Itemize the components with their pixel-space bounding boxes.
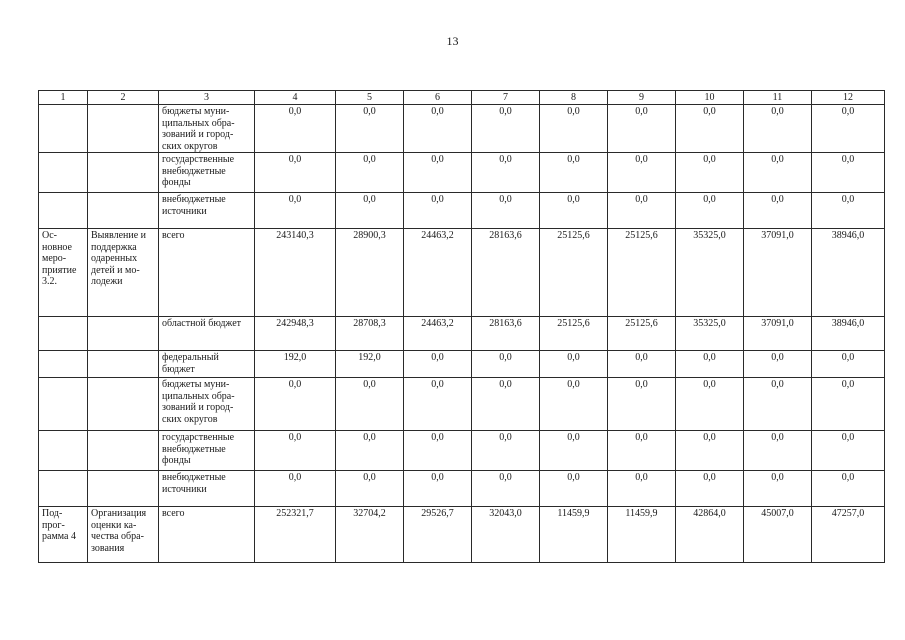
value-cell: 0,0 (472, 378, 540, 431)
program-name-cell (88, 378, 159, 431)
header-cell: 8 (540, 91, 608, 105)
value-cell: 0,0 (676, 193, 744, 229)
value-cell: 47257,0 (812, 507, 885, 563)
value-cell: 0,0 (812, 153, 885, 193)
value-cell: 0,0 (404, 471, 472, 507)
value-cell: 0,0 (404, 153, 472, 193)
value-cell: 0,0 (336, 105, 404, 153)
value-cell: 0,0 (540, 193, 608, 229)
value-cell: 24463,2 (404, 317, 472, 351)
value-cell: 0,0 (336, 153, 404, 193)
header-cell: 12 (812, 91, 885, 105)
value-cell: 192,0 (255, 351, 336, 378)
value-cell: 192,0 (336, 351, 404, 378)
value-cell: 0,0 (540, 351, 608, 378)
funding-source-cell: внебюджетные источники (159, 471, 255, 507)
header-cell: 7 (472, 91, 540, 105)
value-cell: 0,0 (472, 471, 540, 507)
header-cell: 1 (39, 91, 88, 105)
value-cell: 0,0 (472, 105, 540, 153)
value-cell: 0,0 (608, 378, 676, 431)
value-cell: 0,0 (812, 105, 885, 153)
header-cell: 5 (336, 91, 404, 105)
value-cell: 11459,9 (540, 507, 608, 563)
table-row (39, 229, 885, 317)
value-cell: 0,0 (812, 351, 885, 378)
value-cell: 28900,3 (336, 229, 404, 317)
value-cell: 0,0 (472, 153, 540, 193)
value-cell: 0,0 (812, 193, 885, 229)
value-cell: 28163,6 (472, 317, 540, 351)
program-name-cell (88, 153, 159, 193)
value-cell: 0,0 (744, 105, 812, 153)
table-row (39, 471, 885, 507)
table-row (39, 431, 885, 471)
header-cell: 11 (744, 91, 812, 105)
value-cell: 0,0 (540, 105, 608, 153)
value-cell: 0,0 (255, 378, 336, 431)
value-cell: 0,0 (540, 378, 608, 431)
value-cell: 0,0 (608, 431, 676, 471)
value-cell: 0,0 (744, 471, 812, 507)
funding-source-cell: бюджеты муни-ципальных обра-зований и город-ских округов (159, 105, 255, 153)
value-cell: 25125,6 (608, 317, 676, 351)
header-row (39, 91, 885, 105)
funding-source-cell: государственные внебюджетные фонды (159, 431, 255, 471)
value-cell: 29526,7 (404, 507, 472, 563)
program-name-cell (88, 351, 159, 378)
value-cell: 0,0 (404, 378, 472, 431)
value-cell: 28708,3 (336, 317, 404, 351)
value-cell: 37091,0 (744, 317, 812, 351)
funding-source-cell: областной бюджет (159, 317, 255, 351)
value-cell: 0,0 (255, 153, 336, 193)
program-code-cell (39, 351, 88, 378)
value-cell: 252321,7 (255, 507, 336, 563)
value-cell: 11459,9 (608, 507, 676, 563)
value-cell: 0,0 (404, 351, 472, 378)
value-cell: 32704,2 (336, 507, 404, 563)
table-row (39, 193, 885, 229)
value-cell: 38946,0 (812, 229, 885, 317)
value-cell: 35325,0 (676, 229, 744, 317)
table-row (39, 507, 885, 563)
value-cell: 0,0 (744, 378, 812, 431)
funding-source-cell: всего (159, 229, 255, 317)
value-cell: 0,0 (812, 471, 885, 507)
value-cell: 0,0 (255, 193, 336, 229)
funding-source-cell: всего (159, 507, 255, 563)
program-name-cell (88, 317, 159, 351)
value-cell: 0,0 (676, 153, 744, 193)
value-cell: 0,0 (540, 471, 608, 507)
funding-source-cell: государственные внебюджетные фонды (159, 153, 255, 193)
program-name-cell (88, 193, 159, 229)
value-cell: 0,0 (336, 193, 404, 229)
header-cell: 3 (159, 91, 255, 105)
page-number: 13 (446, 34, 459, 48)
value-cell: 0,0 (608, 193, 676, 229)
value-cell: 0,0 (676, 105, 744, 153)
value-cell: 42864,0 (676, 507, 744, 563)
program-name-cell (88, 471, 159, 507)
value-cell: 0,0 (540, 153, 608, 193)
header-cell: 6 (404, 91, 472, 105)
value-cell: 0,0 (255, 431, 336, 471)
program-name-cell (88, 431, 159, 471)
value-cell: 0,0 (255, 105, 336, 153)
value-cell: 0,0 (608, 153, 676, 193)
value-cell: 0,0 (812, 431, 885, 471)
program-name-cell: Выявление и поддержка одаренных детей и мо-лодежи (88, 229, 159, 317)
value-cell: 0,0 (608, 351, 676, 378)
table-row (39, 351, 885, 378)
value-cell: 242948,3 (255, 317, 336, 351)
value-cell: 0,0 (744, 431, 812, 471)
value-cell: 32043,0 (472, 507, 540, 563)
value-cell: 0,0 (676, 471, 744, 507)
value-cell: 25125,6 (540, 317, 608, 351)
value-cell: 0,0 (255, 471, 336, 507)
table-row (39, 105, 885, 153)
program-name-cell (88, 105, 159, 153)
program-code-cell (39, 431, 88, 471)
value-cell: 0,0 (540, 431, 608, 471)
value-cell: 0,0 (744, 153, 812, 193)
value-cell: 45007,0 (744, 507, 812, 563)
funding-source-cell: внебюджетные источники (159, 193, 255, 229)
value-cell: 0,0 (676, 378, 744, 431)
program-code-cell: Ос-новное меро-приятие 3.2. (39, 229, 88, 317)
value-cell: 0,0 (744, 351, 812, 378)
value-cell: 38946,0 (812, 317, 885, 351)
value-cell: 0,0 (336, 378, 404, 431)
table-row (39, 153, 885, 193)
header-cell: 2 (88, 91, 159, 105)
value-cell: 0,0 (812, 378, 885, 431)
header-cell: 9 (608, 91, 676, 105)
program-code-cell (39, 317, 88, 351)
budget-table (38, 90, 885, 563)
table-row (39, 317, 885, 351)
header-cell: 10 (676, 91, 744, 105)
program-code-cell (39, 153, 88, 193)
value-cell: 0,0 (404, 193, 472, 229)
value-cell: 0,0 (404, 105, 472, 153)
value-cell: 0,0 (404, 431, 472, 471)
value-cell: 24463,2 (404, 229, 472, 317)
table-header (39, 91, 885, 105)
program-code-cell: Под-прог-рамма 4 (39, 507, 88, 563)
value-cell: 0,0 (608, 471, 676, 507)
funding-source-cell: федеральный бюджет (159, 351, 255, 378)
value-cell: 35325,0 (676, 317, 744, 351)
value-cell: 0,0 (472, 431, 540, 471)
program-code-cell (39, 105, 88, 153)
value-cell: 25125,6 (540, 229, 608, 317)
value-cell: 25125,6 (608, 229, 676, 317)
value-cell: 0,0 (336, 431, 404, 471)
value-cell: 243140,3 (255, 229, 336, 317)
program-code-cell (39, 193, 88, 229)
funding-source-cell: бюджеты муни-ципальных обра-зований и город-ских округов (159, 378, 255, 431)
value-cell: 0,0 (676, 431, 744, 471)
value-cell: 0,0 (336, 471, 404, 507)
value-cell: 0,0 (676, 351, 744, 378)
value-cell: 0,0 (744, 193, 812, 229)
program-code-cell (39, 471, 88, 507)
table-body (39, 105, 885, 563)
value-cell: 0,0 (472, 351, 540, 378)
value-cell: 0,0 (608, 105, 676, 153)
header-cell: 4 (255, 91, 336, 105)
table-row (39, 378, 885, 431)
program-name-cell: Организация оценки ка-чества обра-зования (88, 507, 159, 563)
value-cell: 37091,0 (744, 229, 812, 317)
value-cell: 0,0 (472, 193, 540, 229)
value-cell: 28163,6 (472, 229, 540, 317)
program-code-cell (39, 378, 88, 431)
